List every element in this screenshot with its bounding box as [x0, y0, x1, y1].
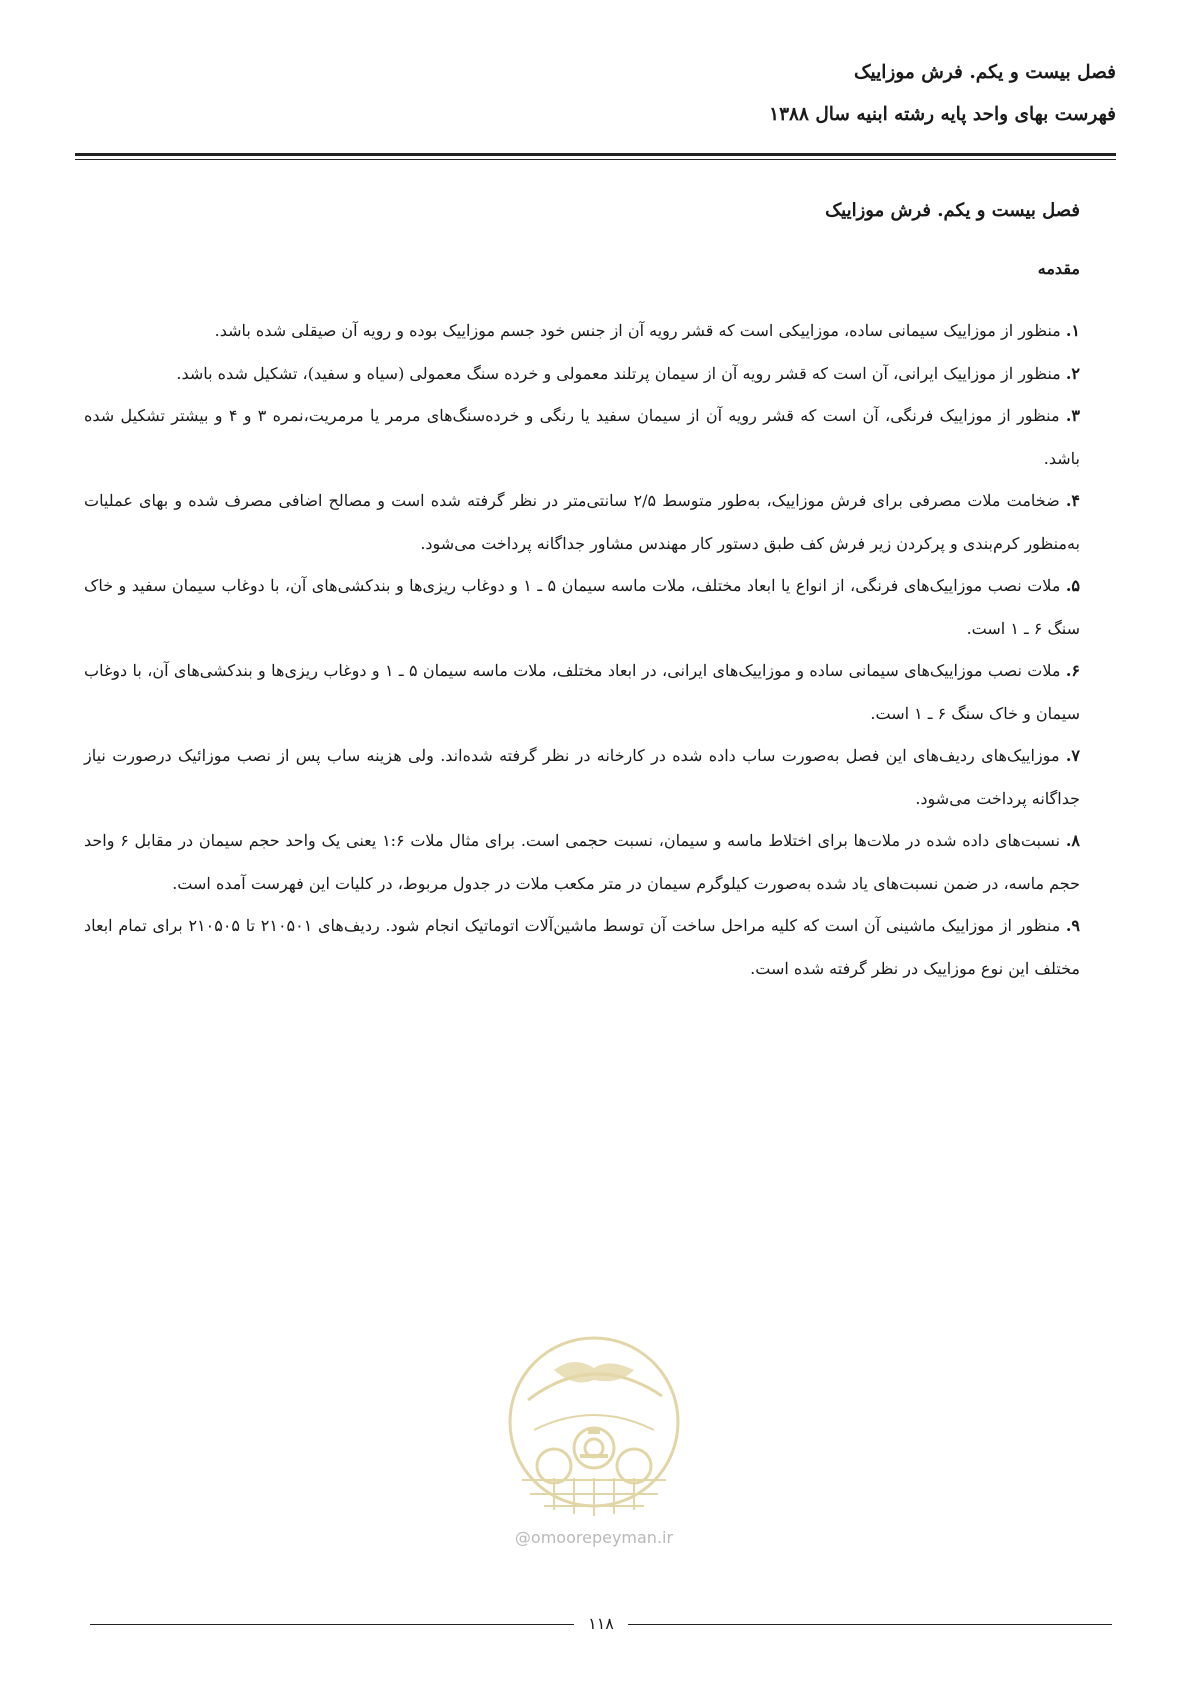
- list-item-text: منظور از موزاییک ایرانی، آن است که قشر رویه آن از سیمان پرتلند معمولی و خرده سنگ معمولی (سیاه و سفید)، تشکیل شده باشد.: [176, 363, 1066, 383]
- page-number: ۱۱۸: [588, 1614, 614, 1633]
- list-item-number: ۷.: [1065, 746, 1080, 765]
- list-item: [84, 735, 1080, 820]
- list-item-number: ۱.: [1065, 321, 1080, 340]
- page-footer: [90, 1612, 1112, 1636]
- list-item-number: ۲.: [1065, 363, 1080, 383]
- running-header: [76, 58, 1116, 142]
- list-item-text: منظور از موزاییک فرنگی، آن است که قشر رویه آن از سیمان سفید یا رنگی و خرده‌سنگ‌های مرمر یا مرمریت،نمره ۳ و ۴ و بیشتر تشکیل شده باشد.: [84, 406, 1080, 468]
- list-item: [84, 395, 1080, 480]
- introduction-heading: مقدمه: [1037, 259, 1080, 278]
- introduction-list: [84, 310, 1080, 990]
- list-item: [84, 480, 1080, 565]
- watermark-url: @omoorepeyman.ir: [514, 1528, 674, 1547]
- list-item-text: منظور از موزاییک سیمانی ساده، موزاییکی است که قشر رویه آن از جنس خود جسم موزاییک بوده و رویه آن صیقلی شده باشد.: [214, 321, 1066, 340]
- list-item-number: ۳.: [1065, 406, 1080, 425]
- list-item-text: ملات نصب موزاییک‌های فرنگی، از انواع یا ابعاد مختلف، ملات ماسه سیمان ۵ ـ ۱ و دوغاب ریزی‌ها و بندکشی‌های آن، با دوغاب سیمان سفید و خاک سنگ ۶ ـ ۱ است.: [84, 576, 1080, 638]
- header-rule: [75, 153, 1116, 156]
- header-price-list-title: فهرست بهای واحد پایه رشته ابنیه سال ۱۳۸۸: [769, 104, 1116, 125]
- list-item-text: ضخامت ملات مصرفی برای فرش موزاییک، به‌طور متوسط ۲/۵ سانتی‌متر در نظر گرفته شده است و مصالح اضافی مصرف شده و بهای عملیات به‌منظور کرم‌بندی و پرکردن زیر فرش کف طبق دستور کار مهندس مشاور جداگانه پرداخت می‌شود.: [84, 491, 1080, 553]
- list-item-number: ۴.: [1065, 491, 1080, 510]
- list-item: [84, 565, 1080, 650]
- header-rule-thin: [75, 159, 1116, 160]
- list-item-number: ۹.: [1065, 916, 1081, 935]
- list-item-text: موزاییک‌های ردیف‌های این فصل به‌صورت ساب داده شده در کارخانه در نظر گرفته شده‌اند. ولی هزینه ساب پس از نصب موزائیک درصورت نیاز جداگانه پرداخت می‌شود.: [84, 746, 1080, 808]
- list-item-number: ۶.: [1065, 661, 1081, 680]
- list-item: [84, 820, 1080, 905]
- list-item-text: نسبت‌های داده شده در ملات‌ها برای اختلاط ماسه و سیمان، نسبت حجمی است. برای مثال ملات ۱:۶ یعنی یک واحد حجم سیمان در مقابل ۶ واحد حجم ماسه، در ضمن نسبت‌های یاد شده به‌صورت کیلوگرم سیمان در متر مکعب ملات در جدول مربوط، در کلیات این فهرست آمده است.: [84, 831, 1080, 893]
- list-item: [84, 650, 1080, 735]
- list-item-text: منظور از موزاییک ماشینی آن است که کلیه مراحل ساخت آن توسط ماشین‌آلات اتوماتیک انجام شود. ردیف‌های ۲۱۰۵۰۱ تا ۲۱۰۵۰۵ برای تمام ابعاد مختلف این نوع موزاییک در نظر گرفته شده است.: [84, 916, 1080, 978]
- list-item-number: ۵.: [1065, 576, 1081, 595]
- header-chapter-title: فصل بیست و یکم. فرش موزاییک: [853, 62, 1116, 83]
- page-content: [84, 196, 1080, 990]
- list-item: [84, 905, 1080, 990]
- list-item: [84, 310, 1080, 353]
- list-item-number: ۸.: [1065, 831, 1081, 850]
- omoore-peyman-logo-icon: [494, 1330, 694, 1520]
- list-item-text: ملات نصب موزاییک‌های سیمانی ساده و موزاییک‌های ایرانی، در ابعاد مختلف، ملات ماسه سیمان ۵ ـ ۱ و دوغاب ریزی‌ها و بندکشی‌های آن، با دوغاب سیمان و خاک سنگ ۶ ـ ۱ است.: [84, 661, 1080, 723]
- list-item: [84, 353, 1080, 396]
- chapter-title: فصل بیست و یکم. فرش موزاییک: [825, 200, 1080, 221]
